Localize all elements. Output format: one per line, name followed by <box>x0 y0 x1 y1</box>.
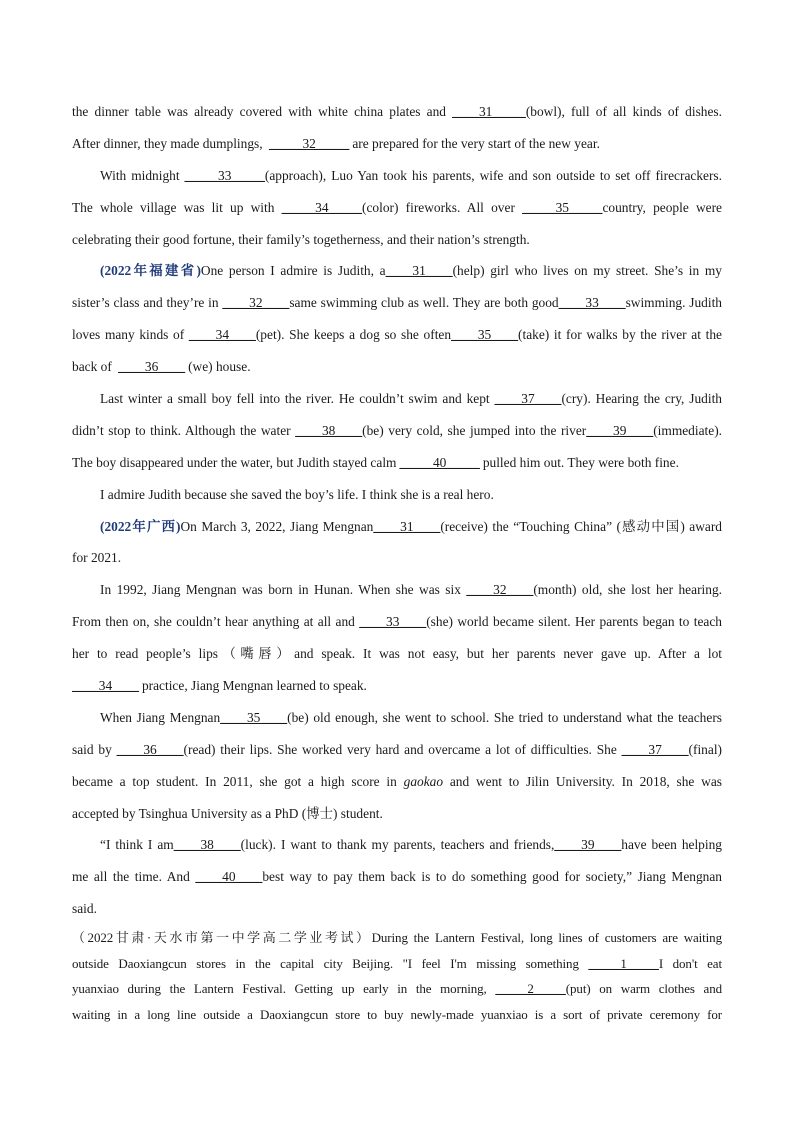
text-line <box>72 96 722 128</box>
text-segment: swimming. Judith <box>625 295 722 311</box>
text-line <box>72 160 722 192</box>
text-segment: same swimming club as well. They are both good <box>289 295 559 311</box>
text-segment: celebrating their good fortune, their family’s togetherness, and their nation’s strength. <box>72 231 530 247</box>
text-segment: I admire Judith because she saved the boy’s life. I think she is a real hero. <box>100 486 494 502</box>
text-segment: outside Daoxiangcun stores in the capital city Beijing. "I feel I'm missing something <box>72 955 589 971</box>
text-line <box>72 734 722 766</box>
text-line <box>72 798 722 830</box>
answer-blank[interactable]: ____40____ <box>195 869 263 885</box>
text-line <box>72 1002 722 1028</box>
answer-blank[interactable]: ____36____ <box>116 741 184 757</box>
answer-blank[interactable]: _____1_____ <box>588 955 659 971</box>
text-segment: From then on, she couldn’t hear anything at all and <box>72 614 360 630</box>
text-segment: best way to pay them back is to do something good for society,” Jiang Mengnan <box>262 869 722 885</box>
text-line <box>72 542 722 574</box>
text-segment: (bowl), full of all kinds of dishes. <box>525 104 722 119</box>
text-line <box>72 479 722 511</box>
answer-blank[interactable]: ____32____ <box>222 295 290 311</box>
text-segment: accepted by Tsinghua University as a PhD (博士) student. <box>72 805 383 821</box>
text-segment: (receive) the “Touching China” (感动中国) award <box>440 518 722 534</box>
text-line <box>72 511 722 543</box>
answer-blank[interactable]: ____36____ <box>118 359 186 375</box>
answer-blank[interactable]: ____37____ <box>621 741 689 757</box>
text-segment: Last winter a small boy fell into the river. He couldn’t swim and kept <box>100 391 495 407</box>
text-line <box>72 128 722 160</box>
text-segment: When Jiang Mengnan <box>100 709 221 725</box>
text-segment: the dinner table was already covered with white china plates and <box>72 104 453 119</box>
text-segment: became a top student. In 2011, she got a high score in <box>72 773 404 789</box>
document-page <box>72 96 722 1027</box>
answer-blank[interactable]: _____32_____ <box>268 135 350 151</box>
text-segment: One person I admire is Judith, a <box>200 263 386 279</box>
answer-blank[interactable]: _____35_____ <box>522 199 603 215</box>
text-segment: waiting in a long line outside a Daoxiangcun store to buy newly-made yuanxiao is a sort of private ceremony for <box>72 1006 722 1022</box>
text-segment: sister’s class and they’re in <box>72 295 223 311</box>
text-segment: (final) <box>688 741 722 757</box>
answer-blank[interactable]: ____34____ <box>188 327 256 343</box>
text-line <box>72 925 722 951</box>
answer-blank[interactable]: ____32____ <box>466 582 534 598</box>
text-line <box>72 447 722 479</box>
text-line <box>72 351 722 383</box>
text-segment: have been helping <box>621 837 722 853</box>
source-label: （2022甘肃·天水市第一中学高二学业考试） <box>72 930 372 946</box>
text-segment: pulled him out. They were both fine. <box>482 454 679 470</box>
answer-blank[interactable]: ____38____ <box>173 837 241 853</box>
text-segment: her to read people’s lips（嘴唇）and speak. It was not easy, but her parents never gave up. After a lot <box>72 646 722 662</box>
text-segment: With midnight <box>100 167 185 183</box>
text-segment: (put) on warm clothes and <box>565 981 722 997</box>
answer-blank[interactable]: ____31_____ <box>452 104 526 119</box>
text-segment: practice, Jiang Mengnan learned to speak. <box>141 678 367 694</box>
text-line <box>72 606 722 638</box>
text-segment: (we) house. <box>188 359 251 375</box>
text-segment: (she) world became silent. Her parents began to teach <box>426 614 722 630</box>
answer-blank[interactable]: ____33____ <box>359 614 427 630</box>
text-line <box>72 893 722 925</box>
text-line <box>72 702 722 734</box>
answer-blank[interactable]: ____35____ <box>220 709 288 725</box>
source-label: (2022年福建省) <box>100 263 201 279</box>
text-line <box>72 638 722 670</box>
text-segment: (be) very cold, she jumped into the river <box>362 422 587 438</box>
text-segment: (be) old enough, she went to school. She tried to understand what the teachers <box>287 709 722 725</box>
text-line <box>72 287 722 319</box>
text-segment: (immediate). <box>653 422 722 438</box>
text-segment: The whole village was lit up with <box>72 199 282 215</box>
text-line <box>72 224 722 256</box>
text-segment: “I think I am <box>100 837 174 853</box>
text-segment: said. <box>72 901 97 917</box>
text-line <box>72 383 722 415</box>
answer-blank[interactable]: ____31____ <box>385 263 453 279</box>
answer-blank[interactable]: _____2_____ <box>495 981 566 997</box>
text-segment: (luck). I want to thank my parents, teachers and friends, <box>240 837 555 853</box>
text-segment: and went to Jilin University. In 2018, she was <box>443 773 722 789</box>
text-segment: (take) it for walks by the river at the <box>518 327 722 343</box>
answer-blank[interactable]: ____31____ <box>373 518 441 534</box>
answer-blank[interactable]: _____40_____ <box>399 454 480 470</box>
text-segment: (approach), Luo Yan took his parents, wife and son outside to set off firecrackers. <box>264 167 722 183</box>
answer-blank[interactable]: ____38____ <box>295 422 363 438</box>
text-line <box>72 829 722 861</box>
answer-blank[interactable]: ____35____ <box>451 327 519 343</box>
text-segment: are prepared for the very start of the new year. <box>352 135 600 151</box>
text-segment: (pet). She keeps a dog so she often <box>255 327 452 343</box>
answer-blank[interactable]: ____33____ <box>558 295 626 311</box>
text-segment: me all the time. And <box>72 869 196 885</box>
text-segment: yuanxiao during the Lantern Festival. Getting up early in the morning, <box>72 981 496 997</box>
text-line <box>72 319 722 351</box>
answer-blank[interactable]: ____39____ <box>586 422 654 438</box>
text-line <box>72 415 722 447</box>
text-segment: didn’t stop to think. Although the water <box>72 422 296 438</box>
text-segment: The boy disappeared under the water, but Judith stayed calm <box>72 454 397 470</box>
text-segment: loves many kinds of <box>72 327 189 343</box>
text-segment: During the Lantern Festival, long lines of customers are waiting <box>371 930 722 946</box>
text-line <box>72 255 722 287</box>
text-line <box>72 192 722 224</box>
text-segment: (read) their lips. She worked very hard and overcame a lot of difficulties. She <box>183 741 622 757</box>
text-segment: I don't eat <box>658 955 722 971</box>
answer-blank[interactable]: _____33_____ <box>184 167 265 183</box>
text-line <box>72 574 722 606</box>
answer-blank[interactable]: ____37____ <box>494 391 562 407</box>
text-segment: (cry). Hearing the cry, Judith <box>561 391 722 407</box>
text-line <box>72 766 722 798</box>
answer-blank[interactable]: ____39____ <box>554 837 622 853</box>
text-segment: country, people were <box>602 199 722 215</box>
text-segment: In 1992, Jiang Mengnan was born in Hunan. When she was six <box>100 582 467 598</box>
answer-blank[interactable]: _____34_____ <box>281 199 362 215</box>
text-segment: On March 3, 2022, Jiang Mengnan <box>180 518 374 534</box>
answer-blank[interactable]: ____34____ <box>72 678 139 694</box>
text-line <box>72 976 722 1002</box>
text-line <box>72 861 722 893</box>
text-segment: back of <box>72 359 116 375</box>
italic-term: gaokao <box>403 773 444 789</box>
text-segment: said by <box>72 741 117 757</box>
text-segment: (help) girl who lives on my street. She’s in my <box>452 263 722 279</box>
text-line <box>72 670 722 702</box>
text-segment: (color) fireworks. All over <box>362 199 523 215</box>
source-label: (2022年广西) <box>100 518 181 534</box>
text-segment: (month) old, she lost her hearing. <box>533 582 722 598</box>
text-segment: After dinner, they made dumplings, <box>72 135 266 151</box>
text-segment: for 2021. <box>72 550 122 566</box>
text-line <box>72 951 722 977</box>
